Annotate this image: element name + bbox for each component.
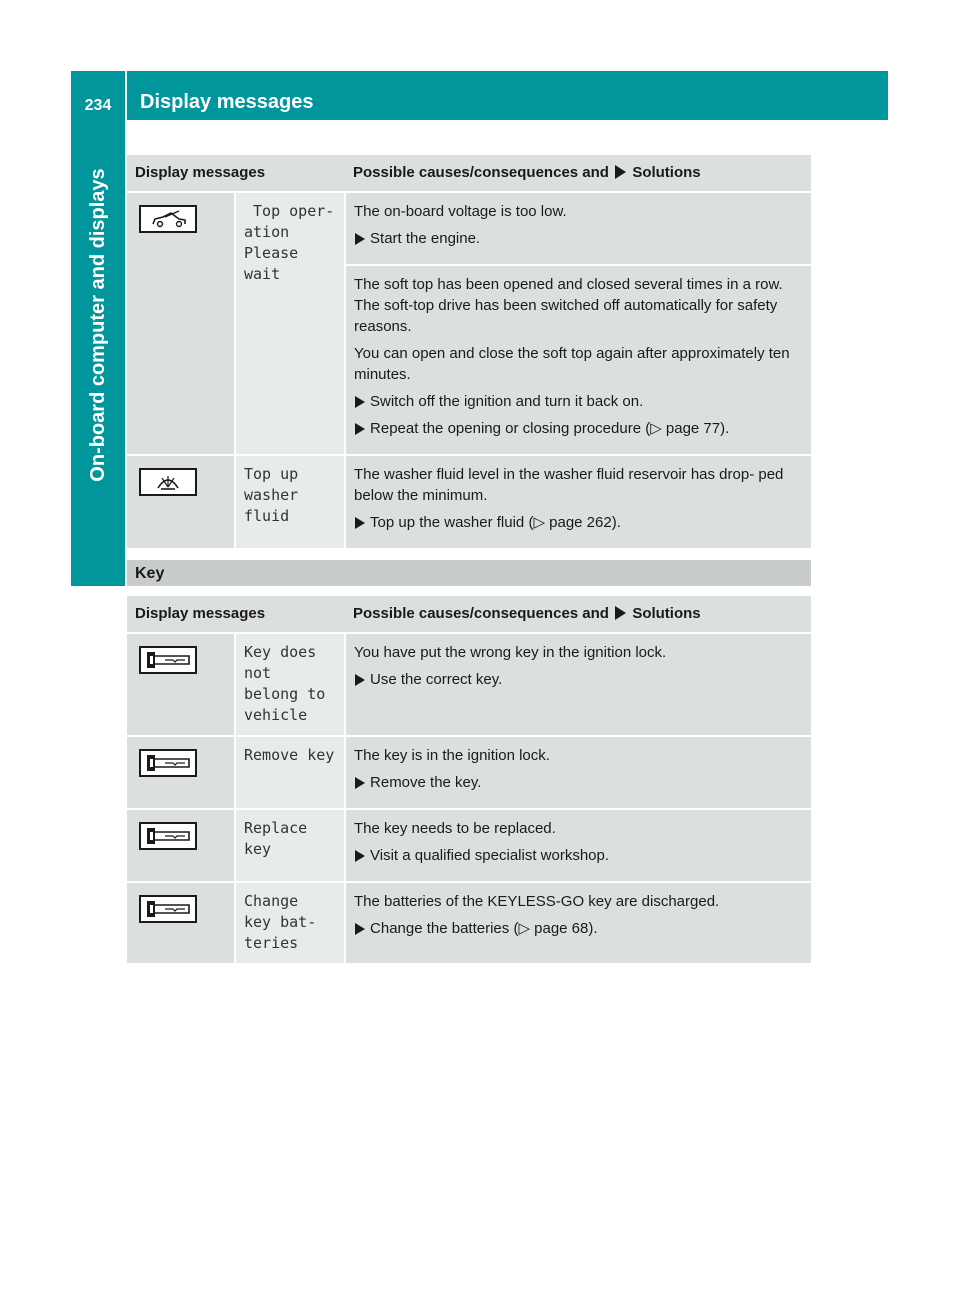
solution-step: Start the engine. [354,228,803,249]
header-solutions-label: Solutions [632,605,701,622]
key-icon [139,822,197,850]
solutions-arrow-icon [615,606,626,620]
display-messages-table-2 [127,596,811,965]
column-header-display-messages: Display messages [127,155,345,192]
solution-step: Change the batteries (▷ page 68). [354,918,803,939]
washer-fluid-icon [139,468,197,496]
header-causes-label: Possible causes/consequences and [353,605,609,622]
cause-text: The soft top has been opened and closed several times in a row. The soft-top drive has been switched off automatically for safety reasons. [354,276,783,335]
table-row [127,736,811,809]
message-cell: Top up washer fluid [235,455,345,549]
message-cell: Change key bat‐ teries [235,882,345,964]
table-row [127,192,811,265]
solution-cell [345,455,811,549]
solution-step: Remove the key. [354,772,803,793]
convertible-car-icon [139,205,197,233]
section-heading-key: Key [127,560,811,586]
table-header-row [127,155,811,192]
key-icon [139,646,197,674]
icon-cell [127,633,235,736]
column-header-display-messages: Display messages [127,596,345,633]
solution-step: Visit a qualified specialist workshop. [354,845,803,866]
table-row [127,882,811,964]
message-cell: Top oper‐ ation Please wait [235,192,345,455]
table-row [127,633,811,736]
header-causes-label: Possible causes/consequences and [353,164,609,181]
message-cell: Replace key [235,809,345,882]
cause-text: The batteries of the KEYLESS-GO key are discharged. [354,893,720,910]
solution-cell [345,736,811,809]
header-solutions-label: Solutions [632,164,701,181]
message-cell: Key does not belong to vehicle [235,633,345,736]
solution-cell [345,882,811,964]
key-icon [139,749,197,777]
solution-step: Repeat the opening or closing procedure (▷ page 77). [354,418,803,439]
solutions-arrow-icon [615,165,626,179]
table-row [127,455,811,549]
page-title: Display messages [127,71,888,120]
column-header-causes-solutions [345,155,811,192]
icon-cell [127,455,235,549]
message-cell: Remove key [235,736,345,809]
table-row [127,809,811,882]
page-number: 234 [71,71,125,120]
solution-step: Switch off the ignition and turn it back on. [354,391,803,412]
solution-cell [345,192,811,265]
column-header-causes-solutions [345,596,811,633]
icon-cell [127,809,235,882]
solution-cell [345,633,811,736]
solution-step: Top up the washer fluid (▷ page 262). [354,512,803,533]
solution-cell [345,809,811,882]
solution-cell [345,265,811,455]
cause-text: The on-board voltage is too low. [354,203,567,220]
key-icon [139,895,197,923]
icon-cell [127,192,235,455]
cause-text: The washer fluid level in the washer fluid reservoir has drop- ped below the minimum. [354,466,784,504]
display-messages-table-1 [127,155,811,550]
icon-cell [127,736,235,809]
cause-text: The key needs to be replaced. [354,820,556,837]
cause-text: The key is in the ignition lock. [354,747,550,764]
cause-text: You have put the wrong key in the ignition lock. [354,644,667,661]
side-tab-label: On-board computer and displays [87,168,109,482]
solution-step: Use the correct key. [354,669,803,690]
table-header-row [127,596,811,633]
icon-cell [127,882,235,964]
cause-text: You can open and close the soft top again after approximately ten minutes. [354,345,790,383]
